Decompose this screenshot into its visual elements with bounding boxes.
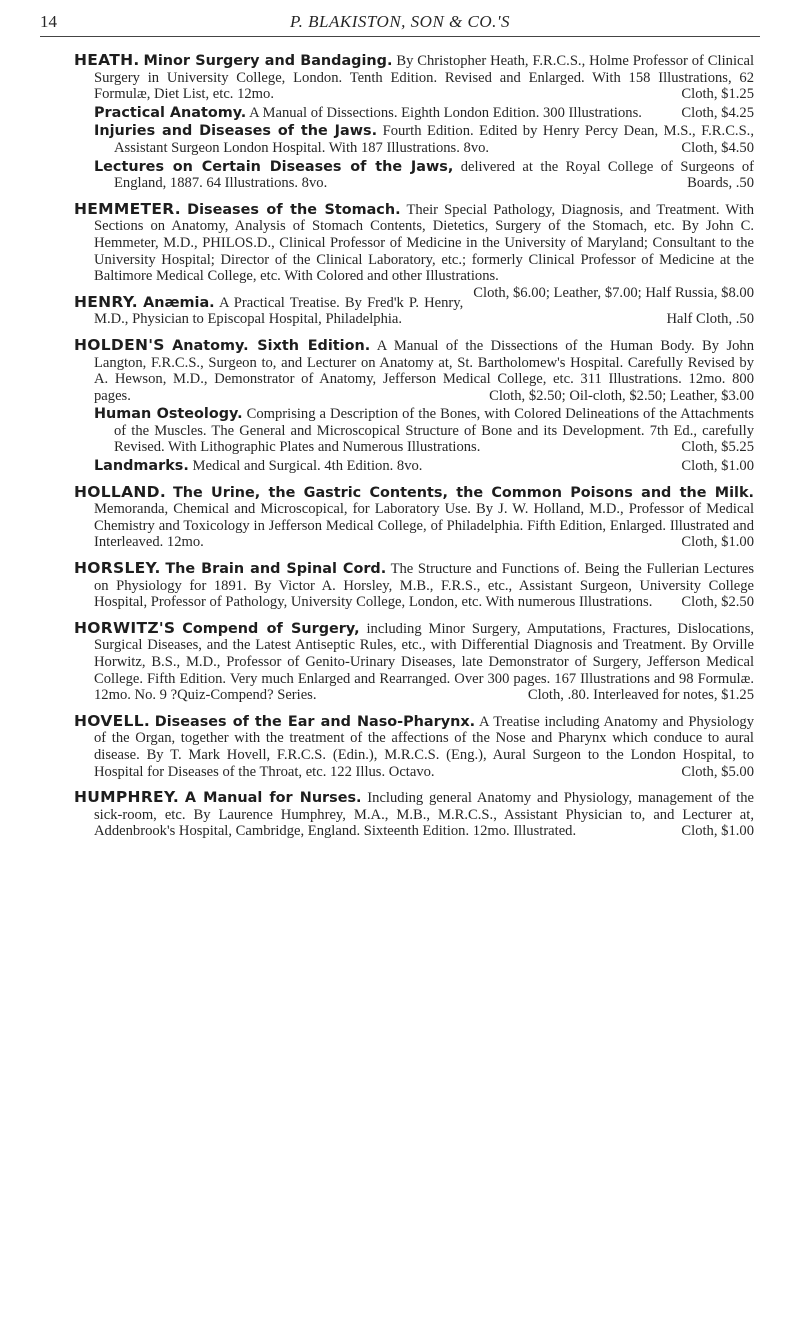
book-price: Half Cloth, .50: [666, 311, 754, 328]
book-title: Human Osteology.: [94, 406, 243, 423]
catalog-list: [74, 52, 754, 849]
book-price: Boards, .50: [687, 175, 754, 192]
book-entry: [74, 484, 754, 551]
book-entry: [74, 620, 754, 704]
book-title: Diseases of the Stomach.: [187, 201, 401, 218]
book-description: Fourth Edition. Edited by Henry Percy Dean, M.S., F.R.C.S., Assistant Surgeon London Hospital. With 187 Illustrations. 8vo.: [114, 123, 754, 156]
catalog-entry-horsley: [74, 560, 754, 611]
book-price: Cloth, $4.25: [681, 104, 754, 121]
author-name: HEATH.: [74, 51, 140, 69]
catalog-entry-holden: [74, 337, 754, 475]
book-title: Anatomy. Sixth Edition.: [172, 337, 371, 354]
book-title: The Urine, the Gastric Contents, the Common Poisons and the Milk.: [172, 484, 755, 501]
book-title: The Brain and Spinal Cord.: [165, 561, 387, 578]
page-header: [40, 8, 760, 36]
catalog-entry-humphrey: [74, 789, 754, 840]
book-title: Lectures on Certain Diseases of the Jaws,: [94, 158, 454, 175]
book-price: Cloth, $6.00; Leather, $7.00; Half Russia, $8.00: [473, 284, 754, 301]
author-name: HOLDEN'S: [74, 335, 165, 354]
book-title: Diseases of the Ear and Naso-Pharynx.: [154, 713, 476, 730]
book-description: A Manual of the Dissections of the Human Body. By John Langton, F.R.C.S., Surgeon to, and Lecturer on Anatomy at, St. Bartholomew's Hospital. Carefully Revised by A. Hewson, M.D., Demonstrator of Anatomy, Jefferson Medical College, etc. 311 Illustrations. 12mo. 800 pages.: [94, 337, 755, 404]
header-rule: [40, 36, 760, 37]
book-entry: [74, 713, 754, 780]
book-entry: [74, 52, 754, 103]
book-description: including Minor Surgery, Amputations, Fractures, Dislocations, Surgical Diseases, and the Latest Antiseptic Rules, etc., with Differential Diagnosis and Treatment. By Orville Horwitz, B.S., M.D., Professor of Genito-Urinary Diseases, late Demonstrator of Surgery, Jefferson Medical College. Fifth Edition. Very much Enlarged and Rearranged. Over 300 pages. 167 Illustrations and 98 Formulæ. 12mo. No. 9 ?Quiz-Compend? Series.: [94, 620, 755, 704]
book-description: Memoranda, Chemical and Microscopical, for Laboratory Use. By J. W. Holland, M.D., Professor of Medical Chemistry and Toxicology in Jefferson Medical College, of Philadelphia. Fifth Edition, Enlarged. Illustrated and Interleaved. 12mo.: [94, 501, 754, 551]
book-description: Including general Anatomy and Physiology, management of the sick-room, etc. By Laurence Humphrey, M.A., M.B., M.R.C.S., Assistant Physician to, and Lecturer at, Addenbrook's Hospital, Cambridge, England. Sixteenth Edition. 12mo. Illustrated.: [94, 790, 754, 840]
book-price: Cloth, $4.50: [681, 139, 754, 156]
book-title: Landmarks.: [94, 458, 189, 475]
book-title: Anæmia.: [143, 294, 215, 311]
author-name: HENRY.: [74, 292, 138, 311]
page-number: 14: [40, 12, 57, 31]
book-title: Compend of Surgery,: [182, 620, 360, 637]
book-entry: [74, 123, 754, 156]
book-price: Cloth, $1.00: [681, 534, 754, 551]
book-description: A Treatise including Anatomy and Physiology of the Organ, together with the treatment of the affections of the Nose and Pharynx which conduce to aural disease. By T. Mark Hovell, F.R.C.S. (Edin.), M.R.C.S. (Eng.), Aural Surgeon to the London Hospital, to Hospital for Diseases of the Throat, etc. 122 Illus. Octavo.: [94, 713, 755, 780]
book-description: The Structure and Functions of. Being the Fullerian Lectures on Physiology for 1891. By Victor A. Horsley, M.B., F.R.S., etc., Assistant Surgeon, University College Hospital, Professor of Pathology, University College, London, etc. With numerous Illustrations.: [94, 561, 755, 611]
book-description: By Christopher Heath, F.R.C.S., Holme Professor of Clinical Surgery in University College, London. Tenth Edition. Revised and Enlarged. With 158 Illustrations, 62 Formulæ, Diet List, etc. 12mo.: [94, 53, 755, 103]
book-price: Cloth, .80. Interleaved for notes, $1.25: [527, 687, 754, 704]
catalog-entry-horwitz: [74, 620, 754, 704]
book-entry: [74, 105, 754, 122]
book-price: Cloth, $1.00: [681, 823, 754, 840]
author-name: HOLLAND.: [74, 482, 167, 501]
book-price: Cloth, $1.25: [681, 86, 754, 103]
book-price: Cloth, $2.50; Oil-cloth, $2.50; Leather, $3.00: [489, 387, 754, 404]
book-price: Cloth, $5.00: [681, 763, 754, 780]
book-description: Comprising a Description of the Bones, with Colored Delineations of the Attachments of the Muscles. The General and Microscopical Structure of Bone and its Development. 7th Ed., carefully Revised. With Lithographic Plates and Numerous Illustrations.: [114, 406, 754, 456]
catalog-entry-holland: [74, 484, 754, 551]
author-name: HORSLEY.: [74, 559, 161, 578]
catalog-entry-heath: [74, 52, 754, 192]
book-title: Minor Surgery and Bandaging.: [143, 53, 393, 69]
book-entry: [74, 406, 754, 456]
book-title: Practical Anatomy.: [94, 104, 247, 121]
book-price: Cloth, $2.50: [681, 594, 754, 611]
author-name: HORWITZ'S: [74, 618, 176, 637]
book-entry: [74, 159, 754, 192]
book-entry: [74, 789, 754, 840]
book-entry: [74, 337, 754, 404]
book-price: Cloth, $5.25: [681, 439, 754, 456]
book-title: Injuries and Diseases of the Jaws.: [94, 123, 378, 140]
book-description: Medical and Surgical. 4th Edition. 8vo.: [192, 458, 423, 475]
book-description: Their Special Pathology, Diagnosis, and Treatment. With Sections on Anatomy, Analysis of Stomach Contents, Dietetics, Surgery of the Stomach, etc. By John C. Hemmeter, M.D., PHILOS.D., Clinical Professor of Medicine in the University of Maryland; Consultant to the University Hospital; Director of the Clinical Laboratory, etc.; formerly Clinical Professor of Medicine at the Baltimore Medical College, etc. With Colored and other Illustrations.: [94, 201, 754, 285]
catalog-entry-hemmeter: [74, 199, 754, 301]
running-head: P. BLAKISTON, SON & CO.'S: [289, 12, 511, 31]
book-description: A Practical Treatise. By Fred'k P. Henry, M.D., Physician to Episcopal Hospital, Philadelphia.: [94, 294, 464, 328]
author-name: HEMMETER.: [74, 199, 181, 218]
book-entry: [74, 199, 754, 301]
catalog-entry-hovell: [74, 713, 754, 780]
author-name: HOVELL.: [74, 711, 151, 730]
book-title: A Manual for Nurses.: [184, 790, 362, 807]
book-description: A Manual of Dissections. Eighth London Edition. 300 Illustrations.: [249, 104, 642, 121]
book-entry: [74, 560, 754, 611]
book-description: delivered at the Royal College of Surgeons of England, 1887. 64 Illustrations. 8vo.: [114, 158, 754, 192]
author-name: HUMPHREY.: [74, 788, 180, 807]
book-entry: [74, 458, 754, 475]
book-price: Cloth, $1.00: [681, 458, 754, 475]
